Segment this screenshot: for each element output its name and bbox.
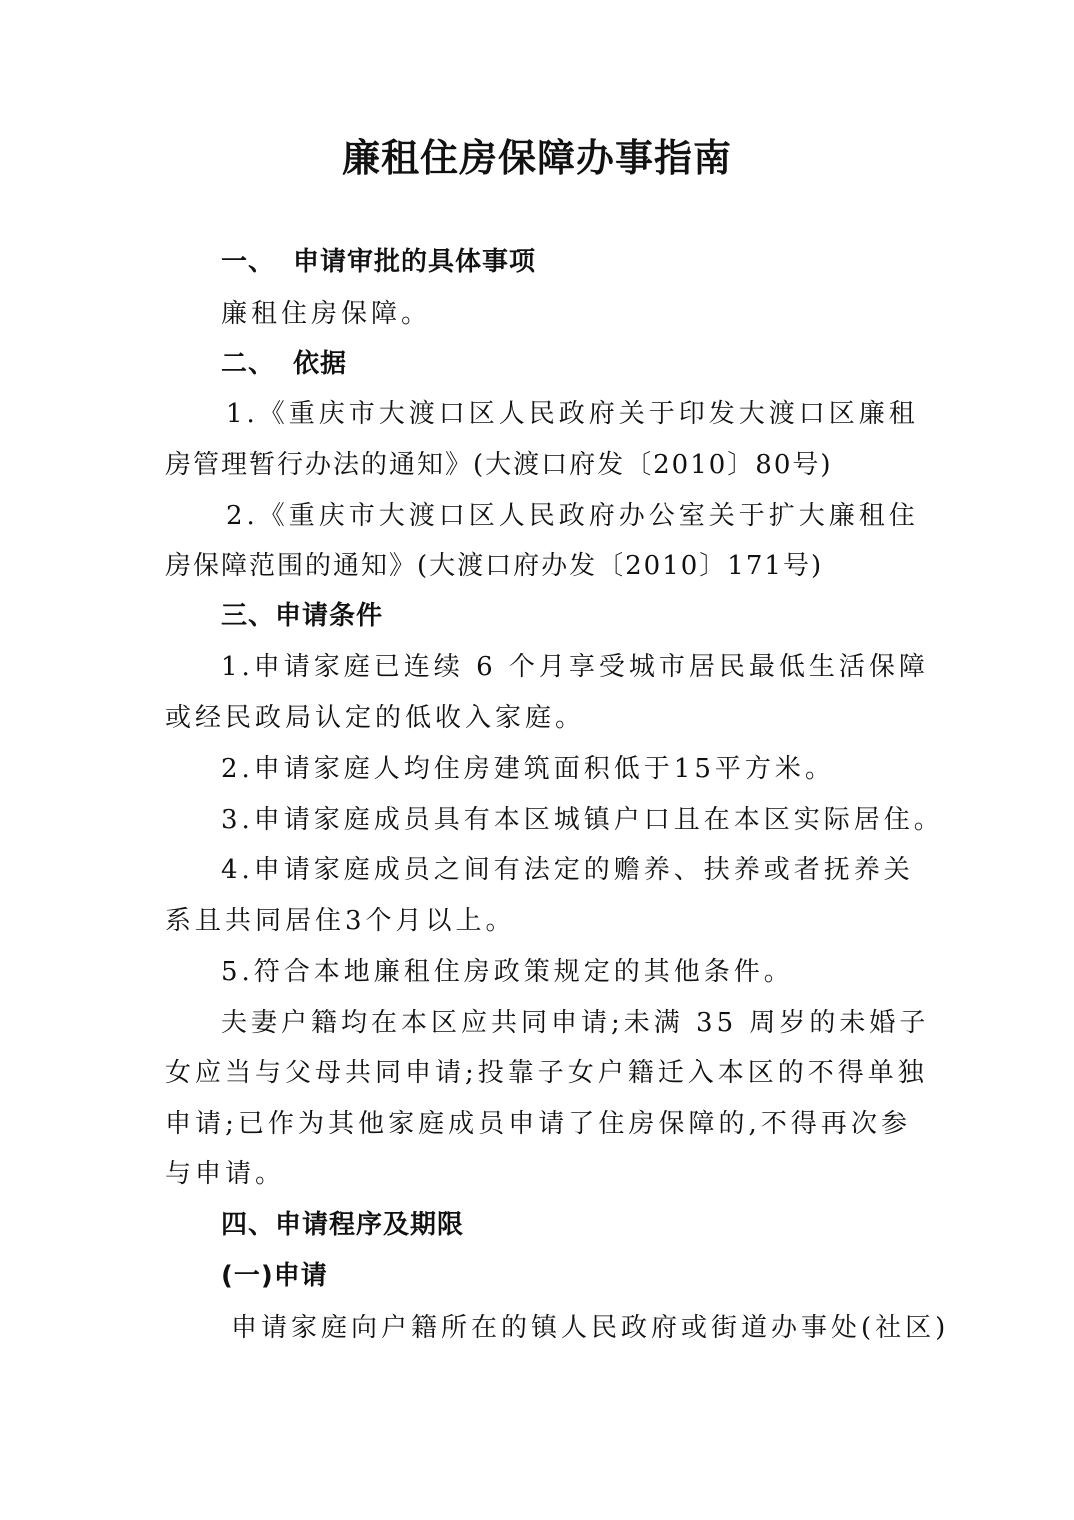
condition-4-line-2: 系且共同居住3个月以上。 [165, 906, 516, 936]
condition-note-line-4: 与申请。 [165, 1159, 286, 1189]
basis-1-line-2: 房管理暂行办法的通知》(大渡口府发〔2010〕80号) [165, 450, 833, 480]
condition-1-line-1: 1.申请家庭已连续 6 个月享受城市居民最低生活保障 [221, 652, 929, 682]
condition-1-line-2: 或经民政局认定的低收入家庭。 [165, 703, 586, 733]
condition-2: 2.申请家庭人均住房建筑面积低于15平方米。 [221, 754, 835, 784]
section-1-number: 一、 [221, 247, 276, 277]
section-1-content: 廉租住房保障。 [221, 299, 432, 329]
condition-note-line-1: 夫妻户籍均在本区应共同申请;未满 35 周岁的未婚子 [221, 1008, 930, 1038]
section-1-heading [221, 244, 536, 280]
section-4-heading: 四、申请程序及期限 [221, 1210, 465, 1240]
basis-2-line-1: 2.《重庆市大渡口区人民政府办公室关于扩大廉租住 [226, 501, 919, 531]
condition-note-line-3: 申请;已作为其他家庭成员申请了住房保障的,不得再次参 [165, 1109, 911, 1139]
section-2-number: 二、 [221, 349, 276, 379]
condition-4-line-1: 4.申请家庭成员之间有法定的赡养、扶养或者抚养关 [221, 855, 914, 885]
subsection-1-line-1: 申请家庭向户籍所在的镇人民政府或街道办事处(社区) [231, 1313, 950, 1343]
condition-5: 5.符合本地廉租住房政策规定的其他条件。 [221, 957, 794, 987]
section-2-title: 依据 [293, 349, 348, 379]
section-3-heading: 三、申请条件 [221, 601, 384, 631]
basis-2-line-2: 房保障范围的通知》(大渡口府办发〔2010〕171号) [165, 551, 824, 581]
basis-1-line-1: 1.《重庆市大渡口区人民政府关于印发大渡口区廉租 [226, 399, 919, 429]
section-1-title: 申请审批的具体事项 [293, 247, 537, 277]
subsection-1-heading: (一)申请 [221, 1261, 328, 1291]
document-title: 廉租住房保障办事指南 [341, 135, 732, 180]
condition-3: 3.申请家庭成员具有本区城镇户口且在本区实际居住。 [221, 805, 944, 835]
section-2-heading [221, 346, 347, 382]
condition-note-line-2: 女应当与父母共同申请;投靠子女户籍迁入本区的不得单独 [165, 1058, 928, 1088]
